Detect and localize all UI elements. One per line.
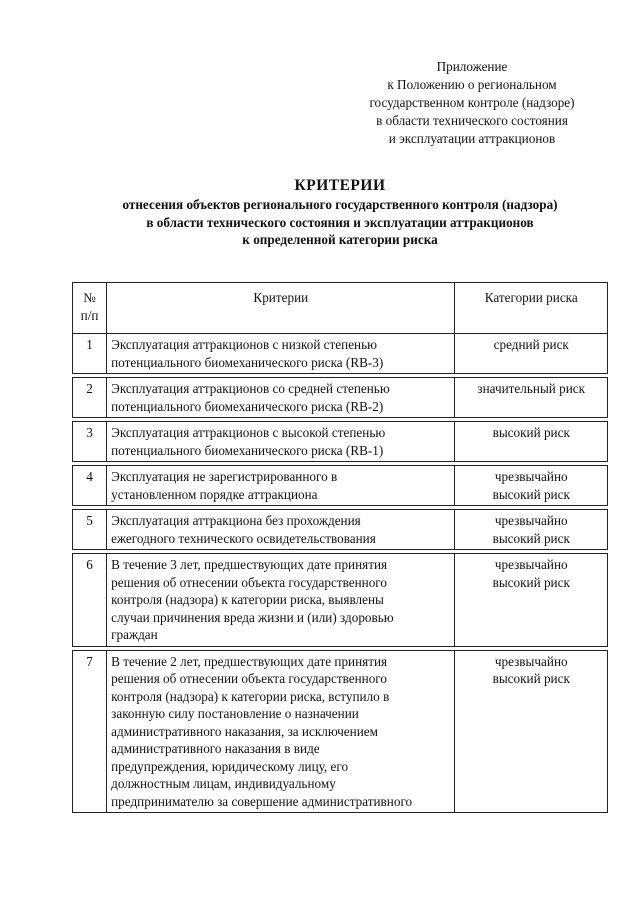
header-criteria: Критерии (107, 283, 455, 334)
title-main: КРИТЕРИИ (294, 177, 386, 194)
table-row (73, 554, 608, 647)
row-category (455, 510, 608, 550)
criteria-line: установленном порядке аттракциона (111, 486, 318, 502)
row-number: 1 (73, 334, 107, 374)
row-criteria (107, 650, 455, 813)
row-criteria (107, 466, 455, 506)
table-row (73, 378, 608, 418)
criteria-line: законную силу постановление о назначении (111, 706, 359, 721)
row-criteria (107, 510, 455, 550)
title-subline: отнесения объектов регионального государственного контроля (надзора) (122, 197, 558, 212)
row-category (455, 334, 608, 374)
category-line: высокий риск (492, 486, 570, 502)
criteria-line: граждан (111, 627, 158, 642)
criteria-line: контроля (надзора) к категории риска, вступило в (111, 688, 390, 704)
document-title (70, 176, 610, 249)
appendix-line: и эксплуатации аттракционов (388, 131, 556, 146)
row-number: 2 (73, 378, 107, 418)
criteria-line: должностным лицам, индивидуальному (111, 776, 336, 791)
criteria-line: потенциального биомеханического риска (RB-3) (111, 354, 384, 370)
header-num (73, 283, 107, 334)
criteria-line: потенциального биомеханического риска (RB-1) (111, 442, 384, 458)
row-number: 6 (73, 554, 107, 647)
table-row (73, 422, 608, 462)
row-category (455, 466, 608, 506)
criteria-line: В течение 3 лет, предшествующих дате принятия (111, 557, 388, 572)
criteria-line: административного наказания в виде (111, 741, 320, 756)
row-number: 3 (73, 422, 107, 462)
appendix-note (352, 58, 592, 148)
row-category (455, 422, 608, 462)
header-num-line: № (83, 290, 96, 305)
appendix-line: в области технического состояния (376, 113, 568, 128)
row-number: 4 (73, 466, 107, 506)
category-line: чрезвычайно (494, 557, 568, 572)
criteria-line: административного наказания, за исключением (111, 723, 378, 739)
criteria-line: решения об отнесении объекта государственного (111, 671, 387, 686)
appendix-line: к Положению о региональном (387, 77, 557, 92)
category-line: высокий риск (492, 530, 570, 546)
row-category (455, 378, 608, 418)
category-line: значительный риск (477, 381, 586, 396)
criteria-line: контроля (надзора) к категории риска, выявлены (111, 592, 384, 607)
table-header-row (73, 283, 608, 334)
table-row (73, 466, 608, 506)
criteria-line: Эксплуатация аттракционов с низкой степенью (111, 337, 377, 352)
category-line: высокий риск (492, 425, 570, 440)
title-subline: к определенной категории риска (242, 232, 438, 247)
criteria-line: ежегодного технического освидетельствования (111, 530, 376, 546)
criteria-line: Эксплуатация не зарегистрированного в (111, 469, 338, 484)
row-number: 7 (73, 650, 107, 813)
criteria-line: потенциального биомеханического риска (RB-2) (111, 398, 384, 414)
appendix-line: Приложение (436, 59, 508, 74)
title-subline: в области технического состояния и эксплуатации аттракционов (146, 214, 534, 230)
criteria-line: случаи причинения вреда жизни и (или) здоровью (111, 609, 394, 625)
row-category (455, 554, 608, 647)
row-criteria (107, 554, 455, 647)
criteria-line: Эксплуатация аттракционов с высокой степенью (111, 425, 386, 440)
appendix-line: государственном контроле (надзоре) (369, 95, 575, 110)
row-criteria (107, 334, 455, 374)
category-line: чрезвычайно (494, 469, 568, 484)
criteria-line: В течение 2 лет, предшествующих дате принятия (111, 653, 388, 669)
header-num-line: п/п (80, 307, 99, 323)
criteria-line: Эксплуатация аттракционов со средней степенью (111, 381, 390, 396)
criteria-line: решения об отнесении объекта государственного (111, 574, 387, 590)
row-criteria (107, 422, 455, 462)
table-row (73, 510, 608, 550)
criteria-table (72, 282, 608, 813)
table-body (73, 334, 608, 813)
category-line: средний риск (493, 337, 569, 352)
criteria-line: Эксплуатация аттракциона без прохождения (111, 513, 361, 528)
criteria-line: предпринимателю за совершение административного (111, 793, 413, 809)
row-category (455, 650, 608, 813)
row-number: 5 (73, 510, 107, 550)
category-line: чрезвычайно (494, 513, 568, 528)
table-row (73, 650, 608, 813)
table-row (73, 334, 608, 374)
category-line: высокий риск (492, 671, 570, 686)
category-line: высокий риск (492, 574, 570, 590)
criteria-line: предупреждения, юридическому лицу, его (111, 758, 349, 774)
row-criteria (107, 378, 455, 418)
header-category: Категории риска (455, 283, 608, 334)
category-line: чрезвычайно (494, 653, 568, 669)
